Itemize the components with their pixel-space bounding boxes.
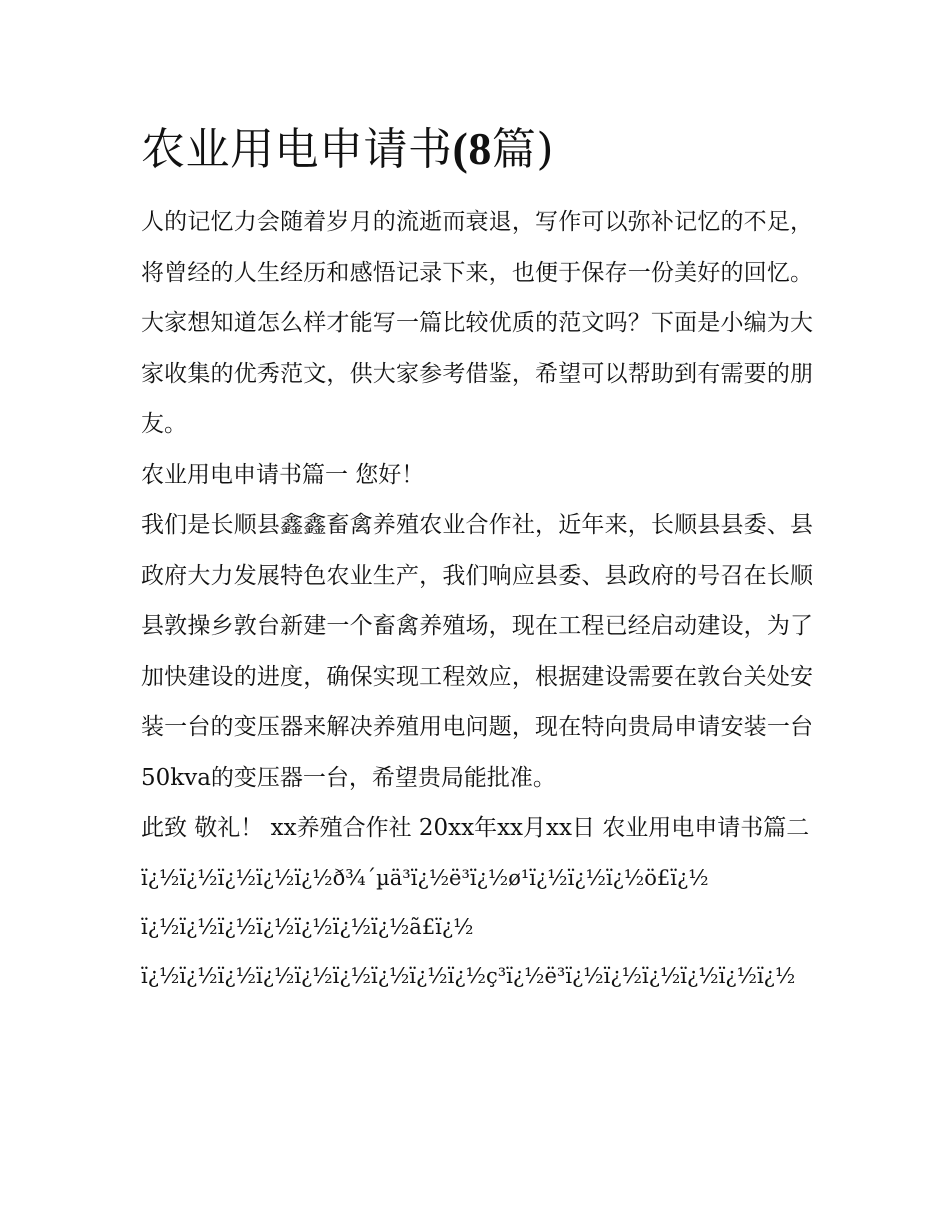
- garbled-text-line: ï¿½ï¿½ï¿½ï¿½ï¿½ï¿½ï¿½ï¿½ï¿½ç³ï¿½ë³ï¿½ï¿½ï¿½ï¿½ï¿½ï¿½: [141, 963, 796, 988]
- closing-paragraph: 此致 敬礼！ xx养殖合作社 20xx年xx月xx日 农业用电申请书篇二: [141, 815, 810, 841]
- body-paragraph: 我们是长顺县鑫鑫畜禽养殖农业合作社，近年来，长顺县县委、县政府大力发展特色农业生产，我们响应县委、县政府的号召在长顺县敦操乡敦台新建一个畜禽养殖场，现在工程已经启动建设，为了加快建设的进度，确保实现工程效应，根据建设需要在敦台关处安装一台的变压器来解决养殖用电问题，现在特向贵局申请安装一台50kva的变压器一台，希望贵局能批准。: [141, 512, 813, 791]
- document-page: [141, 118, 813, 1001]
- title-suffix: 篇): [491, 124, 554, 175]
- section-one-heading: 农业用电申请书篇一 您好！: [141, 461, 425, 488]
- garbled-text-line: ï¿½ï¿½ï¿½ï¿½ï¿½ð¾´µä³ï¿½ë³ï¿½ø¹ï¿½ï¿½ï¿½ö£ï¿½: [141, 865, 709, 890]
- document-title: [141, 118, 813, 180]
- intro-paragraph: 人的记忆力会随着岁月的流逝而衰退，写作可以弥补记忆的不足，将曾经的人生经历和感悟记录下来，也便于保存一份美好的回忆。大家想知道怎么样才能写一篇比较优质的范文吗？下面是小编为大家收集的优秀范文，供大家参考借鉴，希望可以帮助到有需要的朋友。: [141, 209, 813, 437]
- title-text: 农业用电申请书: [141, 124, 453, 175]
- title-count: (8: [452, 123, 492, 174]
- garbled-text-line: ï¿½ï¿½ï¿½ï¿½ï¿½ï¿½ï¿½ã£ï¿½: [141, 914, 474, 939]
